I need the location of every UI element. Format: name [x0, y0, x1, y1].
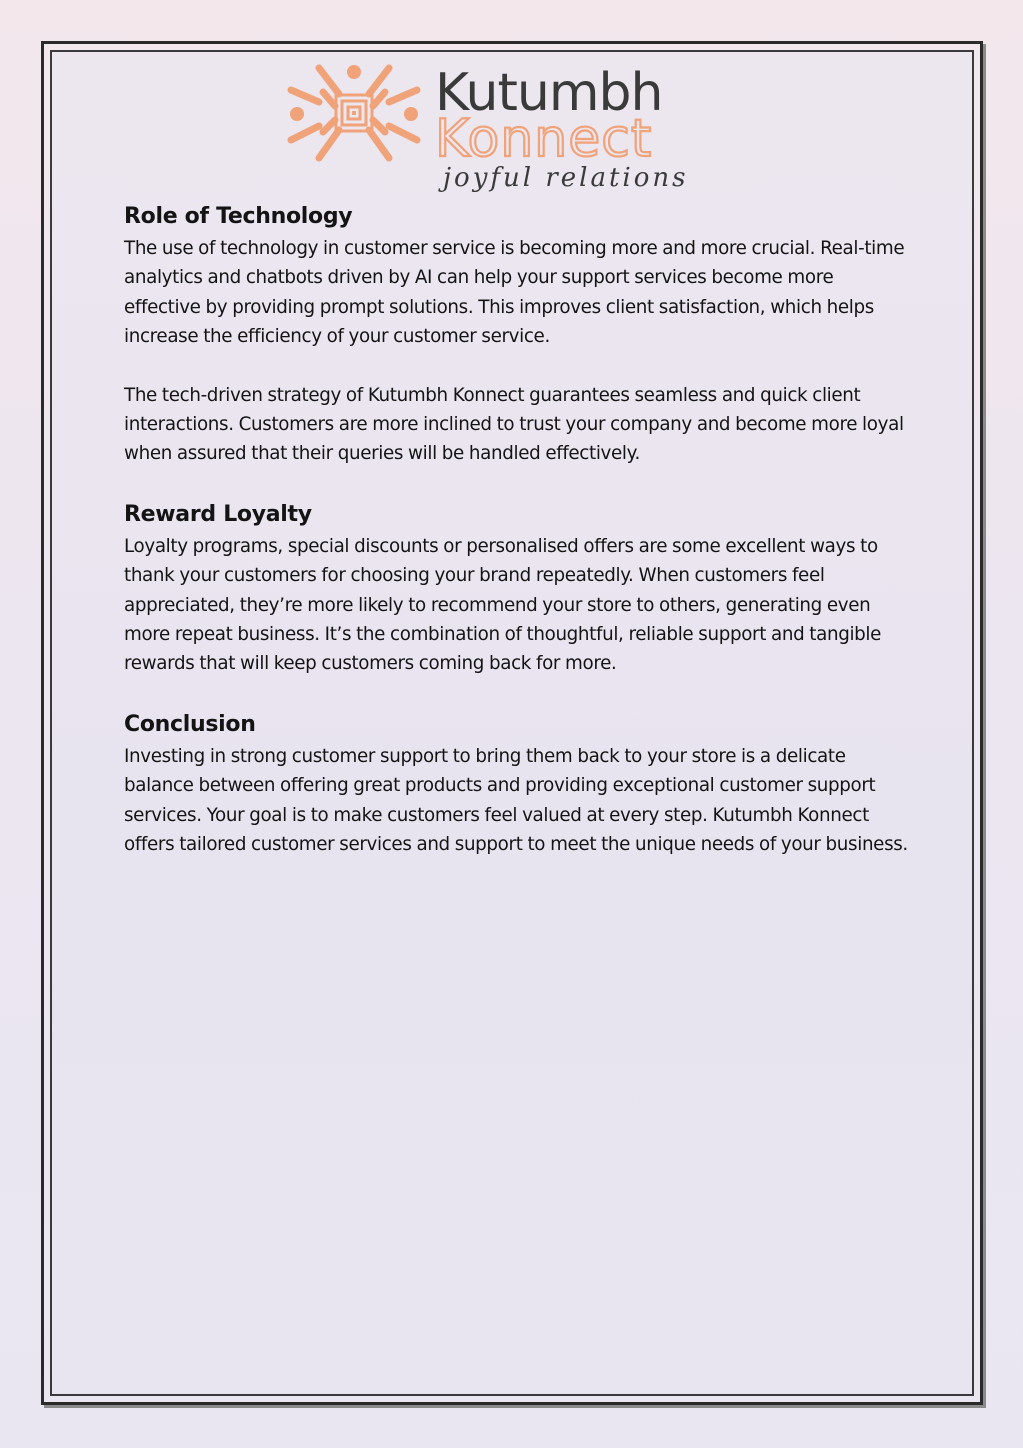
- logo-line-kutumbh: Kutumbh: [435, 63, 663, 123]
- people-circle-logo-icon: [283, 62, 745, 202]
- paragraph: Investing in strong customer support to bring them back to your store is a delicate balance between offering great products and providing exceptional customer support services. Your goal is to make customers feel valued at every step. Kutumbh Konnect offers tailored customer services and support to meet the unique needs of your business.: [124, 745, 908, 856]
- paragraph: The use of technology in customer service is becoming more and more crucial. Real-time analytics and chatbots driven by AI can help your support services become more effective by providing prompt solutions. This improves client satisfaction, which helps increase the efficiency of your customer service.: [124, 238, 905, 348]
- kutumbh-konnect-logo: [283, 62, 745, 202]
- paragraph: Loyalty programs, special discounts or personalised offers are some excellent ways to thank your customers for choosing your brand repeatedly. When customers feel appreciated, they’re more likely to recommend your store to others, generating even more repeat business. It’s the combination of thoughtful, reliable support and tangible rewards that will keep customers coming back for more.: [124, 535, 882, 675]
- section-heading: Conclusion: [124, 711, 256, 737]
- section-conclusion: [124, 708, 914, 860]
- document-body: [124, 200, 914, 860]
- section-role-of-technology: [124, 200, 914, 469]
- section-heading: Role of Technology: [124, 204, 353, 229]
- logo-tagline: joyful relations: [443, 163, 689, 193]
- section-heading: Reward Loyalty: [124, 501, 312, 527]
- paragraph: The tech-driven strategy of Kutumbh Konnect guarantees seamless and quick client interactions. Customers are more inclined to trust your company and become more loyal when assured that their queries will be handled effectively.: [124, 384, 904, 465]
- logo-line-konnect: Konnect: [435, 109, 653, 169]
- section-reward-loyalty: [124, 498, 914, 679]
